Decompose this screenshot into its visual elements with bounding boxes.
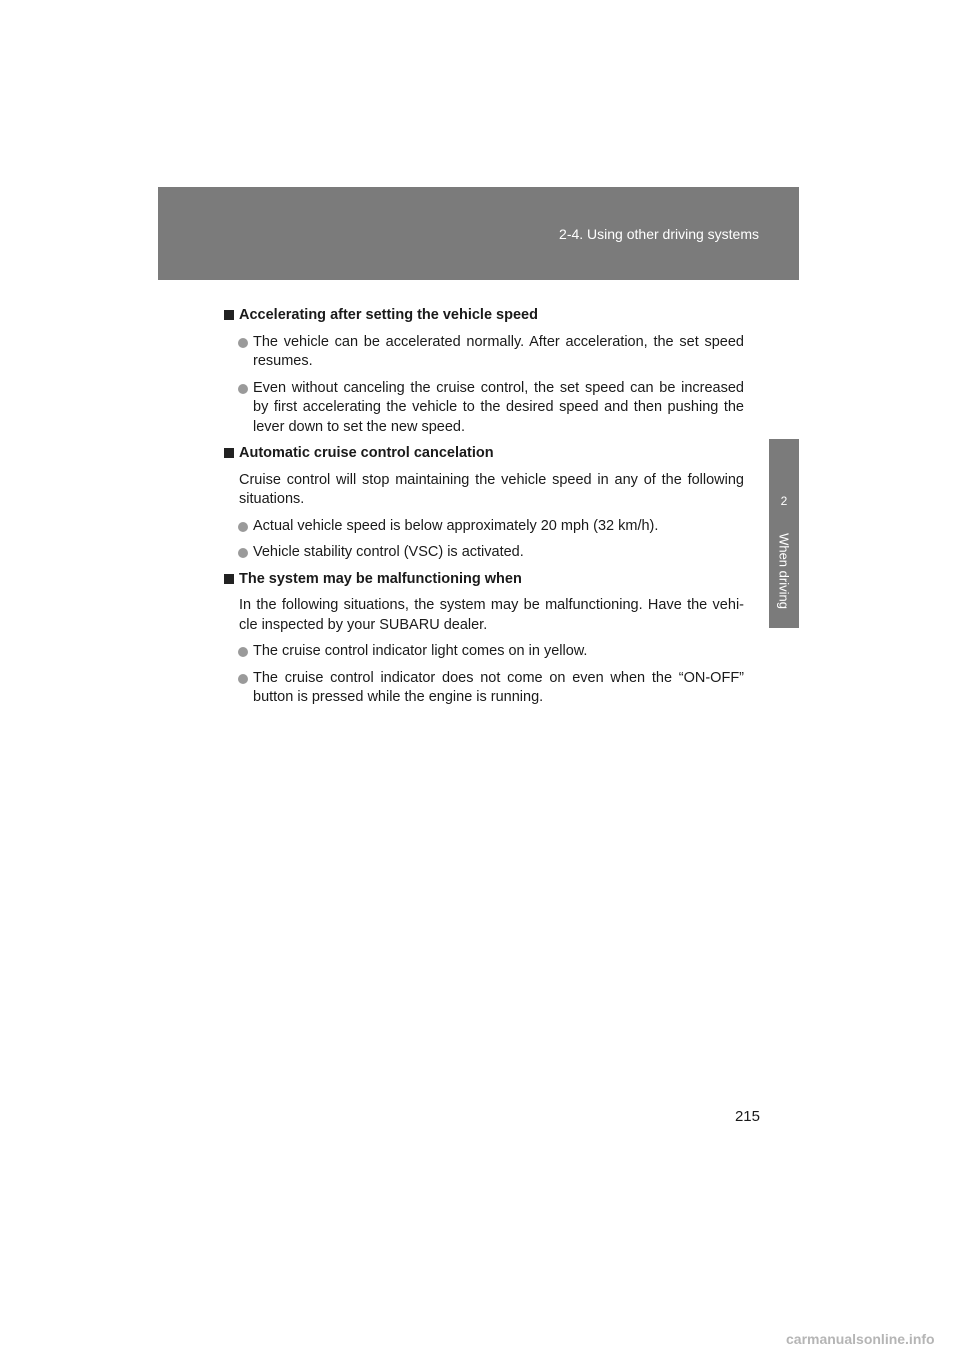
section-title: 2-4. Using other driving systems <box>559 226 759 242</box>
heading-text: The system may be malfunctioning when <box>239 570 522 587</box>
round-bullet-icon <box>238 548 248 558</box>
round-bullet-icon <box>238 384 248 394</box>
bullet-item <box>224 642 744 662</box>
chapter-number: 2 <box>780 494 788 508</box>
chapter-label: When driving <box>776 533 792 609</box>
page-content <box>224 306 744 715</box>
bullet-item <box>224 517 744 537</box>
section-paragraph: Cruise control will stop maintaining the vehicle speed in any of the following situations. <box>239 471 744 507</box>
bullet-item <box>224 669 744 708</box>
round-bullet-icon <box>238 522 248 532</box>
bullet-item <box>224 333 744 372</box>
bullet-text: Actual vehicle speed is below approximately 20 mph (32 km/h). <box>253 517 659 534</box>
square-bullet-icon <box>224 574 234 584</box>
section-paragraph: In the following situations, the system may be malfunctioning. Have the vehi- cle inspected by your SUBARU dealer. <box>239 597 744 633</box>
bullet-text: The vehicle can be accelerated normally. After acceleration, the set speed resumes. <box>253 333 744 369</box>
page-number: 215 <box>734 1108 760 1125</box>
square-bullet-icon <box>224 448 234 458</box>
heading-text: Accelerating after setting the vehicle speed <box>239 307 538 323</box>
chapter-tab <box>769 439 799 628</box>
bullet-text: Even without canceling the cruise control, the set speed can be increased by first accelerating the vehicle to the desired speed and then pushing the lever down to set the new speed. <box>253 379 744 435</box>
bullet-item <box>224 543 744 563</box>
section-acceleration <box>224 306 744 437</box>
round-bullet-icon <box>238 338 248 348</box>
bullet-text: The cruise control indicator light comes on in yellow. <box>253 643 588 659</box>
section-cancelation <box>224 444 744 563</box>
round-bullet-icon <box>238 647 248 657</box>
section-heading <box>224 306 744 326</box>
square-bullet-icon <box>224 310 234 320</box>
bullet-text: The cruise control indicator does not come on even when the “ON-OFF” button is pressed while the engine is running. <box>253 669 744 705</box>
bullet-item <box>224 379 744 438</box>
section-heading <box>224 570 744 590</box>
section-malfunction <box>224 570 744 708</box>
heading-text: Automatic cruise control cancelation <box>239 445 494 461</box>
watermark: carmanualsonline.info <box>786 1331 935 1347</box>
header-band <box>158 187 799 280</box>
bullet-text: Vehicle stability control (VSC) is activated. <box>253 544 524 560</box>
round-bullet-icon <box>238 674 248 684</box>
section-heading <box>224 444 744 464</box>
